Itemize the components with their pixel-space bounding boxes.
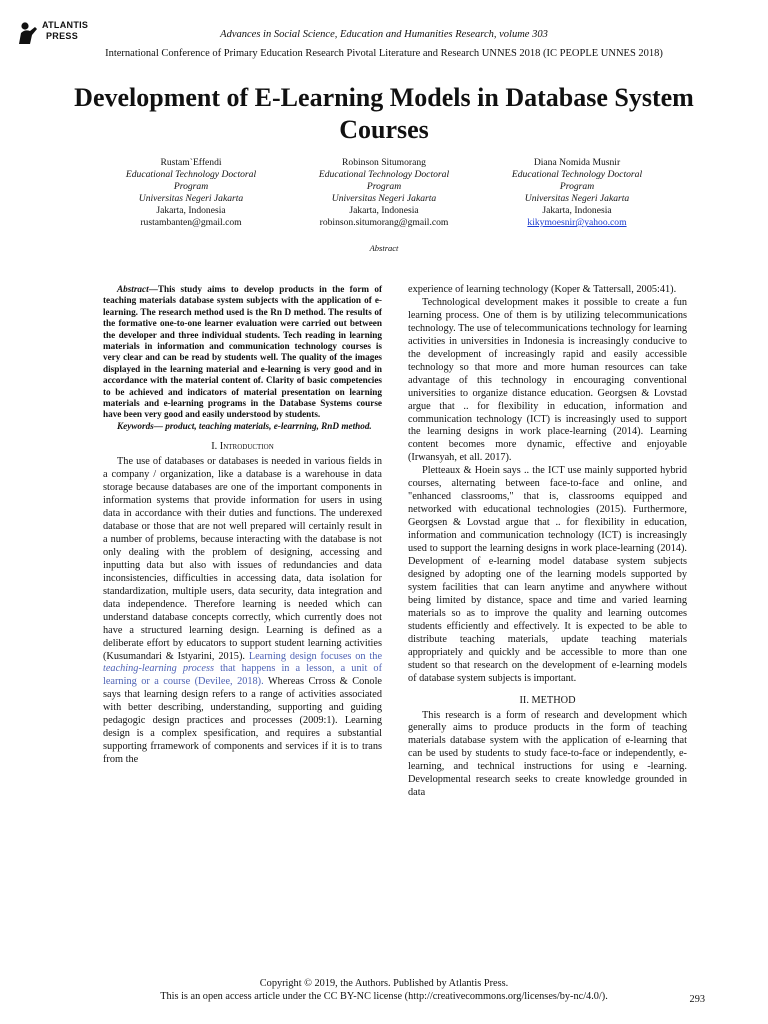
footer-license: This is an open access article under the CC BY-NC license (http://creativecommons.org/licenses/by-nc/4.0/). bbox=[160, 991, 608, 1002]
author-block bbox=[96, 157, 672, 229]
page-number: 293 bbox=[689, 994, 705, 1005]
abstract-lead: Abstract bbox=[117, 284, 149, 294]
author-affiliation-2: Program bbox=[559, 181, 595, 192]
conference-title: International Conference of Primary Education Research Pivotal Literature and Research UNNES 2018 (IC PEOPLE UNNES 2018) bbox=[105, 48, 663, 59]
footer bbox=[0, 977, 768, 1003]
author-2 bbox=[289, 157, 479, 229]
paragraph-tech-development: Technological development makes it possible to create a fun learning process. One of them is by utilizing telecommunications technology. The use of telecommunications technology for learning activities in universities in Indonesia is increasingly conducive to the development of increasingly rapid and easily accessible technology so that more and more human resources can take advantage of this technology in encouraging conventional universities to organize distance education. Georgsen & Lovstad argue that .. for flexibility in education, information and communication technology (ICT) is increasingly used to support the learning designs in work place-learning (2014). Learning content becomes more dynamic, effective and enjoyable (Irwansyah, et all. 2017). bbox=[408, 296, 687, 464]
section-number: I. bbox=[211, 441, 218, 453]
keywords bbox=[103, 421, 382, 432]
footer-copyright: Copyright © 2019, the Authors. Published by Atlantis Press. bbox=[259, 978, 509, 989]
section-heading-introduction bbox=[103, 441, 382, 454]
logo-line2: PRESS bbox=[46, 31, 79, 41]
author-affiliation: Educational Technology Doctoral bbox=[125, 169, 257, 180]
keywords-lead: Keywords bbox=[117, 420, 154, 431]
author-1 bbox=[96, 157, 286, 229]
author-email: rustambanten@gmail.com bbox=[140, 217, 242, 228]
author-affiliation: Educational Technology Doctoral bbox=[318, 169, 450, 180]
intro-text-end: Whereas Crross & Conole says that learning design refers to a range of activities associated with better describing, understanding, supporting and guiding pedagogic design practices and processes (2009:1). Learning design is a complex spesification, and requires a substantial supporting frramework of components and services if it is to trans from the bbox=[103, 676, 383, 766]
author-university: Universitas Negeri Jakarta bbox=[524, 193, 630, 204]
abstract-text bbox=[103, 284, 382, 421]
author-3 bbox=[482, 157, 672, 229]
abstract-body: —This study aims to develop products in the form of teaching materials database system subjects with the application of e-learning. The research method used is the Rn D method. The results of the formative one-to-one learner evaluation were carried out between the developer and three individual students. Tech reading in learning materials in information and communication technology courses is very clear and can be read by students well. The quality of the images displayed in the learning material and e-learning is very good and in accordance with the material content of. Clarity of basic competencies to be achieved and indicators of material presentation on learning materials and e-learning programs in the Database Systems course have been very good and easily understood by students. bbox=[103, 284, 382, 420]
author-name: Robinson Situmorang bbox=[342, 157, 426, 168]
intro-link-text-2[interactable]: that happens in a lesson, a unit of learning or a course (Devilee, 2018). bbox=[103, 663, 382, 688]
author-affiliation: Educational Technology Doctoral bbox=[511, 169, 643, 180]
author-email: robinson.situmorang@gmail.com bbox=[319, 217, 449, 228]
journal-title: Advances in Social Science, Education and Humanities Research, volume 303 bbox=[220, 29, 548, 40]
section-title: Introduction bbox=[219, 441, 274, 453]
author-affiliation-2: Program bbox=[173, 181, 209, 192]
author-city: Jakarta, Indonesia bbox=[349, 205, 419, 216]
method-paragraph: This research is a form of research and development which generally aims to produce products in the form of teaching materials database system with the application of e-learning that can be used by students to study face-to-face or independently, e-learning, and technical instructions for using e -learning. Developmental research seeks to create knowledge grounded in data bbox=[408, 709, 687, 799]
continued-paragraph: experience of learning technology (Koper & Tattersall, 2005:41). bbox=[408, 284, 677, 295]
intro-link-italic[interactable]: teaching-learning process bbox=[103, 663, 214, 675]
logo-line1: ATLANTIS bbox=[42, 20, 89, 30]
author-university: Universitas Negeri Jakarta bbox=[138, 193, 244, 204]
paper-title: Development of E-Learning Models in Database System Courses bbox=[74, 83, 694, 144]
intro-link-text-1[interactable]: Learning design focuses on the bbox=[248, 650, 383, 662]
author-email-link[interactable]: kikymoesnir@yahoo.com bbox=[527, 217, 627, 228]
author-university: Universitas Negeri Jakarta bbox=[331, 193, 437, 204]
paragraph-ict: Pletteaux & Hoein says .. the ICT use mainly supported hybrid courses, alternating between face-to-face and online, and "enhanced classrooms," that is, classrooms equipped and networked with educational technologies (2015). Furthermore, Georgsen & Lovstad argue that .. for flexibility in education, information and communication technology (ICT) is increasingly used to support the learning designs in work place-learning (2014). Development of e-learning model database system subjects designed by adopting one of the learning models supported by system facilities that can learn anytime and anywhere without being limited by distance, space and time and varied learning materials so as to improve the quality and learning outcomes students efficiently and effectively. It is expected to be able to distribute teaching materials, update teaching materials appropriately and quickly and be accessible to more than one student so that research on the development of e-learning models of database system subjects is important. bbox=[408, 465, 687, 684]
abstract bbox=[103, 284, 382, 432]
introduction-paragraph bbox=[103, 456, 382, 767]
section-number: II. bbox=[519, 694, 529, 706]
section-title: METHOD bbox=[531, 694, 576, 706]
right-column bbox=[408, 284, 687, 800]
author-city: Jakarta, Indonesia bbox=[156, 205, 226, 216]
author-name: Diana Nomida Musnir bbox=[533, 157, 621, 168]
author-city: Jakarta, Indonesia bbox=[542, 205, 612, 216]
intro-text: The use of databases or databases is needed in various fields in a company / organization, like a database is a warehouse in data storage because databases are one of the important components in information systems that provide information for users in using data in accordance with their duties and functions. The underexed database or those that are not well prepared will certainly result in a number of problems, because interacting with the database is not only dealing with the problem of designing, accessing and inputting data but also with issues of redundancies and data inconsistencies, difficulties in accessing data, data isolation for standardization, multiple users, data security, data integration and data independence. Therefore learning is needed which can understand database concepts correctly, which currently does not have a structured learning design. Learning is defined as a deliberate effort by educators to support student learning activities (Kusumandari & Istyarini, 2015). bbox=[103, 456, 382, 662]
abstract-label: Abstract bbox=[369, 243, 399, 253]
author-name: Rustam`Effendi bbox=[160, 157, 222, 168]
author-affiliation-2: Program bbox=[366, 181, 402, 192]
section-heading-method bbox=[408, 695, 687, 708]
left-column bbox=[103, 284, 382, 767]
keywords-body: — product, teaching materials, e-learrning, RnD method. bbox=[153, 420, 372, 431]
